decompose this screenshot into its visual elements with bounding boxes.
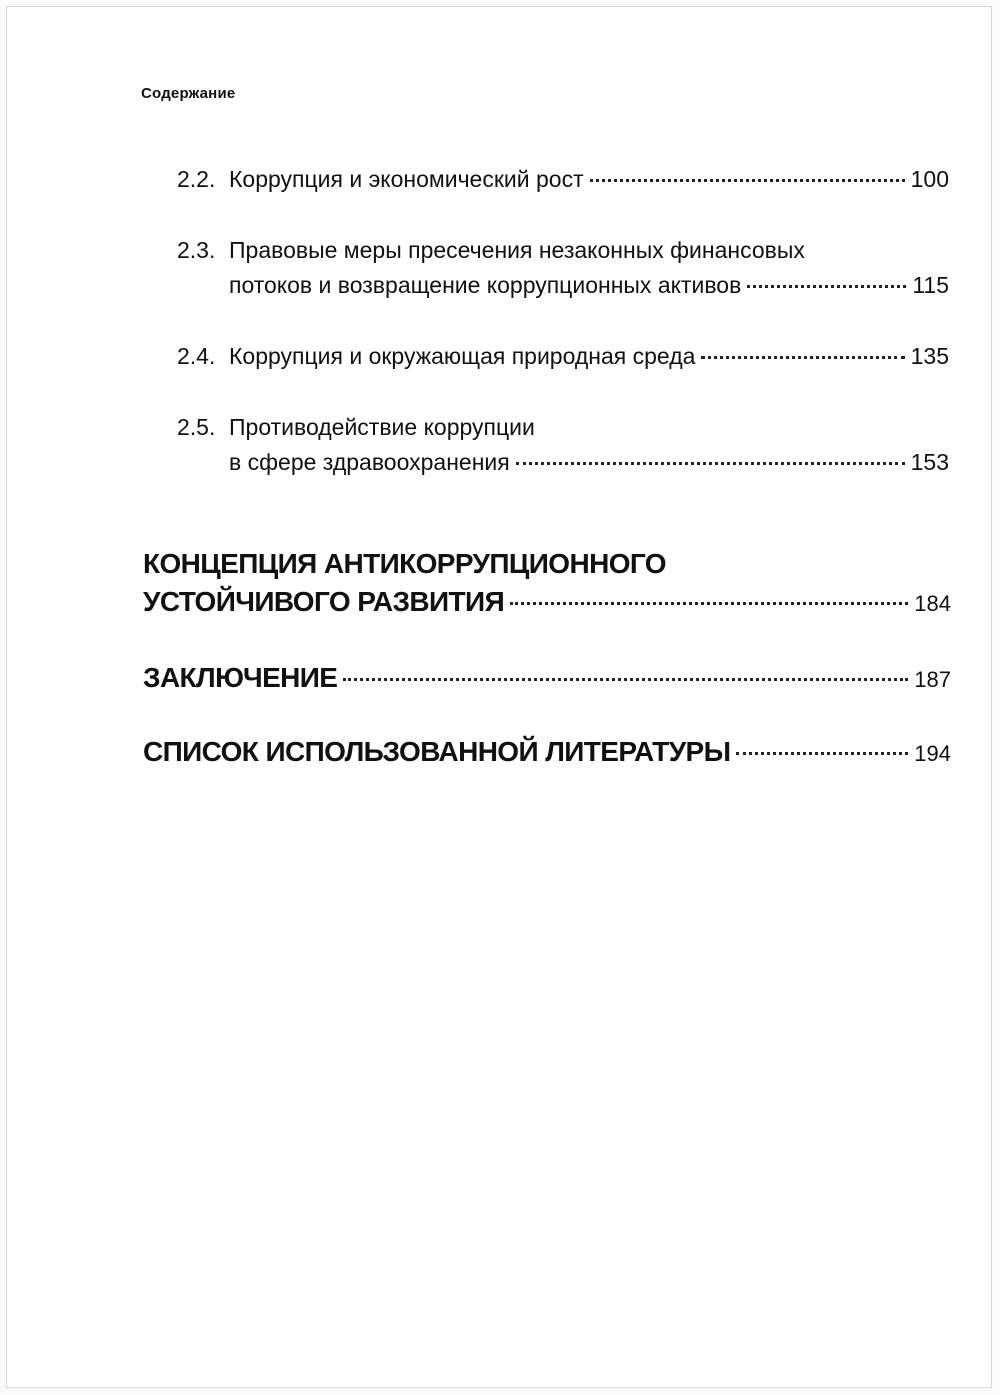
toc-entry-2-5[interactable] <box>177 410 949 480</box>
toc-chapter-line <box>143 583 951 623</box>
toc-entry-title-cont: потоков и возвращение коррупционных активов <box>229 272 742 298</box>
toc-page-number: 194 <box>914 741 951 766</box>
toc-chapter-title: КОНЦЕПЦИЯ АНТИКОРРУПЦИОННОГО <box>143 548 666 579</box>
toc-entry-title: Коррупция и окружающая природная среда <box>229 343 696 369</box>
toc-page-number: 135 <box>910 343 949 369</box>
toc-chapter-line <box>143 659 951 699</box>
dot-leader <box>747 285 906 288</box>
dot-leader <box>736 752 908 755</box>
toc-entry-number: 2.5. <box>177 414 216 440</box>
running-header: Содержание <box>141 85 236 102</box>
toc-entry-2-4[interactable] <box>177 339 949 374</box>
dot-leader <box>590 179 905 182</box>
toc-entry-title: Правовые меры пресечения незаконных финансовых <box>229 237 805 263</box>
toc-entry-title: Коррупция и экономический рост <box>229 166 584 192</box>
toc-chapter-conclusion[interactable] <box>143 659 951 699</box>
toc-chapter-title: ЗАКЛЮЧЕНИЕ <box>143 662 338 693</box>
toc-entry-number: 2.2. <box>177 166 216 192</box>
toc-entry-title: Противодействие коррупции <box>229 414 535 440</box>
dot-leader <box>343 678 908 681</box>
dot-leader <box>701 356 904 359</box>
toc-page-number: 153 <box>910 449 949 475</box>
toc-entry-line <box>229 162 949 197</box>
toc-entry-line <box>229 339 949 374</box>
toc-chapter-line <box>143 733 951 773</box>
toc-page-number: 100 <box>910 166 949 192</box>
toc-entry-title-cont: в сфере здравоохранения <box>229 449 510 475</box>
toc-entry-2-2[interactable] <box>177 162 949 197</box>
toc-entry-line <box>229 268 949 303</box>
toc-page-number: 115 <box>912 272 949 298</box>
toc-chapter-bibliography[interactable] <box>143 733 951 773</box>
toc-chapter-concept[interactable] <box>143 545 951 623</box>
toc-page-number: 184 <box>914 591 951 616</box>
toc-entry-number: 2.4. <box>177 343 216 369</box>
toc-chapter-title: СПИСОК ИСПОЛЬЗОВАННОЙ ЛИТЕРАТУРЫ <box>143 736 731 767</box>
toc-entry-line <box>229 445 949 480</box>
toc-entry-number: 2.3. <box>177 237 216 263</box>
book-page <box>6 6 992 1388</box>
dot-leader <box>516 462 905 465</box>
toc-chapter-title-cont: УСТОЙЧИВОГО РАЗВИТИЯ <box>143 586 505 617</box>
toc-entry-2-3[interactable] <box>177 233 949 303</box>
toc-page-number: 187 <box>914 667 951 692</box>
dot-leader <box>510 602 908 605</box>
